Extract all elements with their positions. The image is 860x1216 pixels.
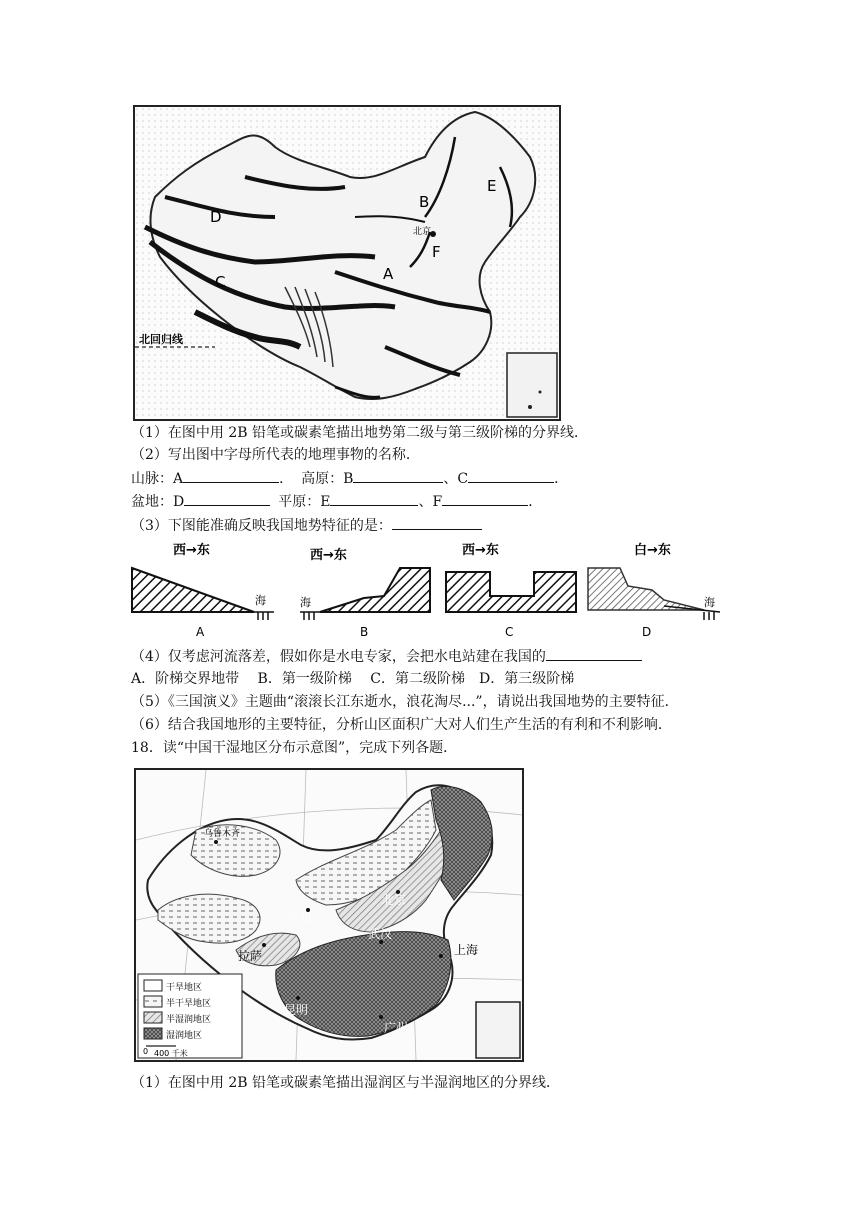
plain-prefix: 平原：E — [278, 494, 331, 510]
question-1: （1）在图中用 2B 铅笔或碳素笔描出地势第二级与第三级阶梯的分界线． — [131, 425, 589, 441]
city-urumqi: 乌鲁木齐 — [204, 829, 241, 839]
profile-a-direction: 西→东 — [173, 543, 210, 558]
question-2: （2）写出图中字母所代表的地理事物的名称． — [131, 447, 420, 463]
legend-humid: 湿润地区 — [166, 1031, 203, 1041]
basin-prefix: 盆地：D — [131, 494, 185, 510]
terrain-map — [133, 105, 561, 421]
profile-b — [300, 547, 430, 639]
profile-a-sea: 海 — [255, 594, 266, 607]
question-3 — [131, 516, 482, 535]
tropic-label: 北回归线 — [139, 333, 183, 346]
profile-d-direction: 白→东 — [634, 543, 671, 558]
question-4-options: A．阶梯交界地带 B．第一级阶梯 C．第二级阶梯 D．第三级阶梯 — [131, 671, 575, 687]
map-letter-c: C — [215, 273, 226, 291]
answer-blank-f[interactable] — [442, 492, 528, 506]
city-lhasa: 拉萨 — [238, 949, 263, 963]
question-6: （6）结合我国地形的主要特征，分析山区面积广大对人们生产生活的有利和不利影响． — [131, 717, 672, 733]
answer-blank-d[interactable] — [184, 492, 270, 506]
map-beijing-label: 北京 — [413, 227, 432, 237]
scale-zero: 0 — [143, 1047, 149, 1056]
map-letter-a: A — [383, 265, 394, 283]
scale-label: 400 千米 — [154, 1049, 188, 1058]
question-18-1: （1）在图中用 2B 铅笔或碳素笔描出湿润区与半湿润地区的分界线． — [131, 1075, 561, 1091]
city-kunming: 昆明 — [284, 1003, 309, 1017]
profile-d — [588, 542, 720, 639]
legend-semiarid: 半干旱地区 — [166, 999, 212, 1009]
dry-wet-map-figure — [136, 770, 522, 1060]
question-3-text: （3）下图能准确反映我国地势特征的是： — [131, 518, 392, 534]
map-letter-b: B — [419, 193, 430, 211]
period-2: ． — [528, 494, 543, 510]
comma-separator-c: 、C — [443, 471, 469, 487]
profile-c-direction: 西→东 — [462, 543, 499, 558]
legend-arid: 干旱地区 — [166, 983, 203, 993]
answer-blank-q3[interactable] — [392, 516, 482, 530]
basin-line — [131, 492, 542, 511]
question-5: （5）《三国演义》主题曲“滚滚长江东逝水，浪花淘尽...”，请说出我国地势的主要特征． — [131, 694, 679, 710]
question-4 — [131, 647, 642, 666]
city-wuhan: 武汉 — [368, 927, 393, 941]
answer-blank-a[interactable] — [183, 469, 279, 483]
profile-c — [446, 542, 576, 639]
dry-wet-map — [134, 768, 524, 1062]
profile-a — [132, 542, 274, 639]
profile-c-letter: C — [505, 625, 514, 639]
period-1: ． — [554, 471, 569, 487]
comma-separator-f: 、F — [418, 494, 443, 510]
terrain-profiles — [124, 538, 724, 643]
mountains-line — [131, 469, 568, 488]
map-letter-e: E — [487, 177, 497, 195]
profile-b-sea: 海 — [300, 596, 311, 609]
question-4-text: （4）仅考虑河流落差，假如你是水电专家，会把水电站建在我国的 — [131, 649, 546, 665]
legend-semihumid: 半湿润地区 — [166, 1015, 212, 1025]
map-letter-f: F — [432, 243, 441, 261]
map-legend — [138, 974, 242, 1058]
profile-b-letter: B — [360, 625, 369, 639]
city-beijing: 北京 — [382, 893, 407, 907]
city-guangzhou: 广州 — [384, 1021, 409, 1035]
city-shanghai: 上海 — [454, 943, 479, 957]
profile-d-letter: D — [642, 625, 652, 639]
dot-separator: ． — [279, 471, 294, 487]
answer-blank-b[interactable] — [353, 469, 443, 483]
question-18: 18．读“中国干湿地区分布示意图”，完成下列各题． — [131, 740, 458, 756]
terrain-map-figure — [135, 107, 559, 419]
answer-blank-e[interactable] — [330, 492, 418, 506]
profile-a-letter: A — [196, 625, 205, 639]
map-letter-d: D — [210, 208, 222, 226]
city-lanzhou: 兰州 — [288, 911, 313, 925]
profile-b-direction: 西→东 — [310, 548, 347, 563]
mountains-prefix: 山脉：A — [131, 471, 184, 487]
answer-blank-c[interactable] — [468, 469, 554, 483]
plateau-prefix: 高原：B — [301, 471, 354, 487]
answer-blank-q4[interactable] — [546, 647, 642, 661]
profile-d-sea: 海 — [704, 596, 715, 609]
